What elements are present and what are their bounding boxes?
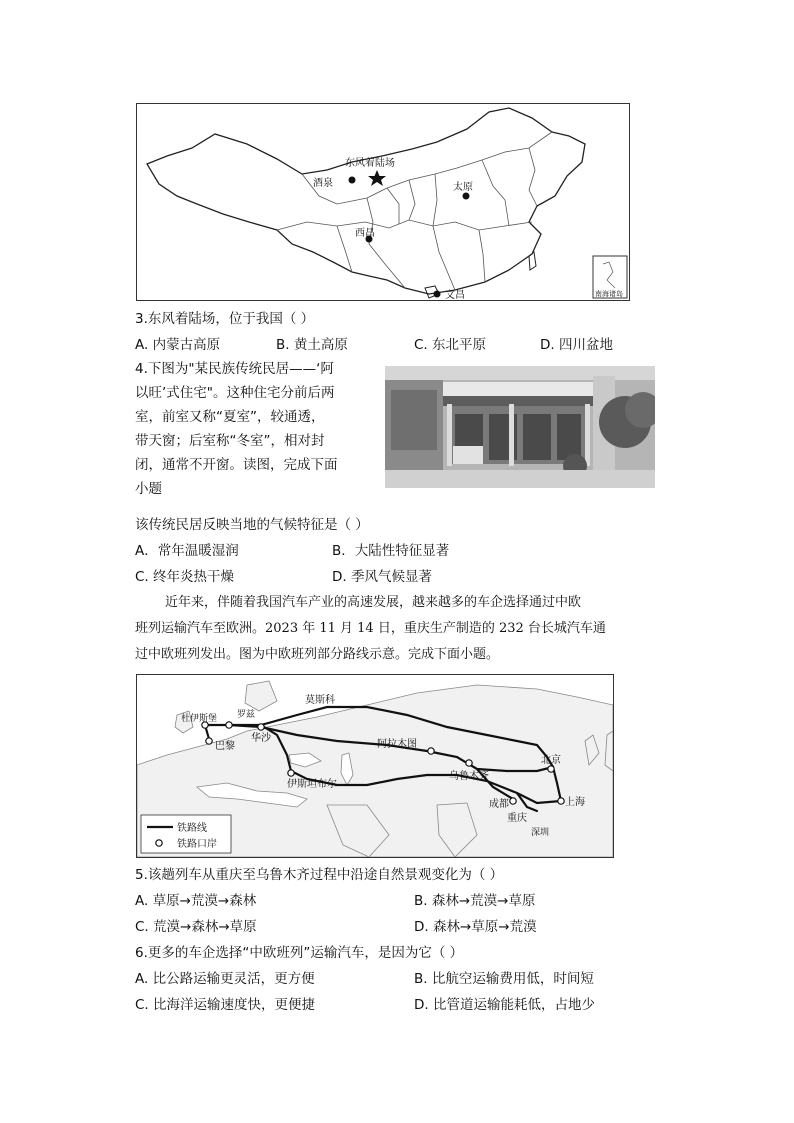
railway-map: [136, 674, 614, 858]
q3-option-b: B. 黄土高原: [276, 337, 348, 353]
legend-railway: 铁路线: [177, 823, 207, 834]
q3-question: 3.东风着陆场，位于我国（ ）: [135, 311, 315, 327]
port-almaty: [428, 748, 434, 754]
passage-line: 班列运输汽车至欧洲。2023 年 11 月 14 日，重庆生产制造的 232 台长城汽车通: [135, 621, 606, 636]
passage-line: 过中欧班列发出。图为中欧班列部分路线示意。完成下面小题。: [135, 647, 500, 662]
city-beijing: 北京: [541, 755, 561, 766]
dongfeng-label: 东风着陆场: [345, 158, 395, 169]
xichang-label: 西昌: [355, 228, 375, 239]
china-map-graphic: [137, 104, 629, 300]
legend-port-symbol: [156, 840, 162, 846]
port-paris: [206, 738, 212, 744]
city-almaty: 阿拉木图: [377, 739, 417, 750]
port-urumqi: [466, 760, 472, 766]
q4-intro-line: 室，前室又称“夏室”，较通透，: [135, 409, 325, 425]
jiuquan-label: 酒泉: [313, 178, 333, 189]
q3-option-c: C. 东北平原: [414, 337, 487, 353]
q5-question: 5.该趟列车从重庆至乌鲁木齐过程中沿途自然景观变化为（ ）: [135, 867, 504, 883]
q5-option-c: C. 荒漠→森林→草原: [135, 919, 257, 935]
q4-intro-line: 带天窗；后室称“冬室”，相对封: [135, 433, 325, 449]
city-paris: 巴黎: [215, 741, 235, 752]
city-warsaw: 华沙: [251, 733, 271, 744]
q6-question: 6.更多的车企选择“中欧班列”运输汽车，是因为它（ ）: [135, 945, 464, 961]
q4-intro-line: 小题: [135, 481, 162, 497]
q4-option-d: D. 季风气候显著: [332, 569, 432, 585]
dongfeng-star-icon: [368, 170, 386, 186]
q4-question: 该传统民居反映当地的气候特征是（ ）: [135, 517, 369, 533]
passage-line: 近年来，伴随着我国汽车产业的高速发展，越来越多的车企选择通过中欧: [165, 595, 582, 610]
legend-port: 铁路口岸: [177, 839, 217, 850]
city-chongqing: 重庆: [507, 813, 527, 824]
city-shenzhen: 深圳: [531, 828, 550, 838]
wenchang-label: 文昌: [445, 290, 465, 300]
port-beijing: [548, 766, 554, 772]
house-illustration: [385, 366, 655, 488]
q5-option-b: B. 森林→荒漠→草原: [414, 893, 536, 909]
city-lodz: 罗兹: [237, 710, 256, 720]
port-warsaw: [258, 724, 264, 730]
q4-intro-line: 闭，通常不开窗。读图，完成下面: [135, 457, 338, 473]
inset-label: 南海诸岛: [595, 290, 623, 298]
port-chengdu: [510, 798, 516, 804]
q4-intro-line: 以旺’式住宅"。这种住宅分前后两: [135, 385, 335, 401]
q4-option-a: A．常年温暖湿润: [135, 543, 239, 559]
q4-option-c: C. 终年炎热干燥: [135, 569, 235, 585]
port-shanghai: [558, 798, 564, 804]
city-istanbul: 伊斯坦布尔: [287, 779, 337, 790]
q4-intro: [135, 360, 375, 498]
china-map: [136, 103, 630, 301]
q6-option-c: C. 比海洋运输速度快，更便捷: [135, 997, 316, 1013]
taiyuan-marker: [463, 193, 470, 200]
q4-option-b: B．大陆性特征显著: [332, 543, 450, 559]
traditional-house-photo: [385, 366, 655, 488]
q3-option-d: D. 四川盆地: [540, 337, 613, 353]
q4-intro-line: 4.下图为"某民族传统民居——‘阿: [135, 361, 334, 377]
q6-option-a: A. 比公路运输更灵活，更方便: [135, 971, 315, 987]
jiuquan-marker: [349, 177, 356, 184]
city-moscow: 莫斯科: [305, 695, 335, 706]
railway-map-graphic: [137, 675, 613, 857]
q6-option-b: B. 比航空运输费用低，时间短: [414, 971, 594, 987]
city-urumqi: 乌鲁木齐: [449, 771, 489, 782]
q5-option-d: D. 森林→草原→荒漠: [414, 919, 537, 935]
city-duisburg: 杜伊斯堡: [181, 714, 218, 724]
wenchang-marker: [434, 291, 441, 298]
port-duisburg: [226, 722, 232, 728]
port-istanbul: [288, 770, 294, 776]
city-chengdu: 成都: [489, 799, 509, 810]
q5-option-a: A. 草原→荒漠→森林: [135, 893, 257, 909]
q6-option-d: D. 比管道运输能耗低，占地少: [414, 997, 595, 1013]
q3-option-a: A. 内蒙古高原: [135, 337, 221, 353]
taiyuan-label: 太原: [453, 182, 473, 193]
city-shanghai: 上海: [565, 797, 585, 808]
